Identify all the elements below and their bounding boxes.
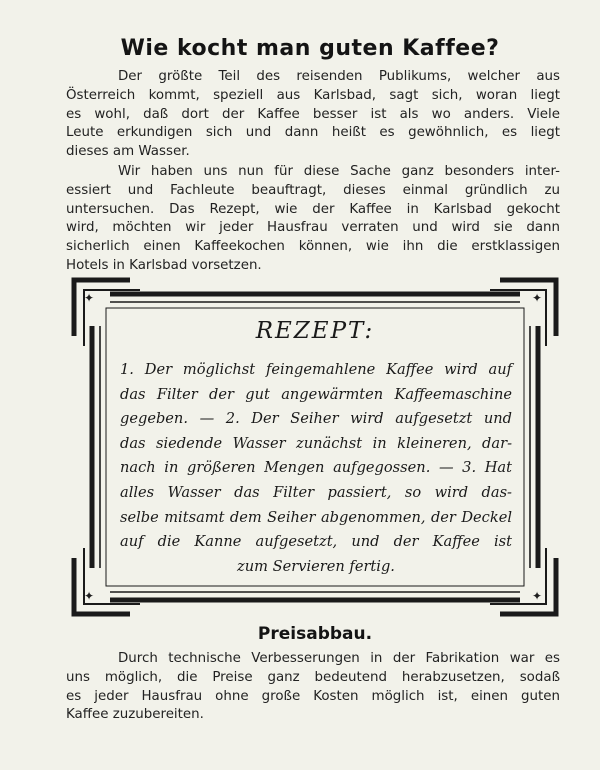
page-title: Wie kocht man guten Kaffee?: [120, 36, 500, 61]
text-line: es wohl, daß dort der Kaffee besser ist als wo anders. Viele: [66, 106, 560, 122]
recipe-heading: REZEPT:: [255, 318, 375, 344]
recipe-text: [120, 358, 512, 579]
text-line: Durch technische Verbesserungen in der Fabrikation war es: [118, 651, 560, 666]
recipe-line: das Filter der gut angewärmten Kaffeemaschine: [120, 385, 512, 403]
text-line: Der größte Teil des reisenden Publikums, welcher aus: [118, 69, 560, 84]
recipe-line: 1. Der möglichst feingemahlene Kaffee wird auf: [120, 361, 512, 378]
recipe-line: alles Wasser das Filter passiert, so wird das-: [120, 483, 512, 501]
star-ornament-icon: ✦: [84, 589, 95, 603]
star-ornament-icon: ✦: [532, 589, 543, 603]
recipe-line: zum Servieren fertig.: [237, 557, 395, 575]
section-heading: Preisabbau.: [257, 624, 373, 644]
text-line: sicherlich einen Kaffeekochen können, wie ihn die erstklassigen: [66, 239, 560, 255]
intro-paragraph-1: [66, 68, 560, 162]
recipe-line: nach in größeren Mengen aufgegossen. — 3. Hat: [120, 459, 512, 477]
recipe-line: das siedende Wasser zunächst in kleineren, dar-: [120, 434, 512, 452]
recipe-line: selbe mitsamt dem Seiher abgenommen, der Deckel: [120, 508, 512, 526]
text-line: uns möglich, die Preise ganz bedeutend herabzusetzen, sodaß: [66, 669, 560, 685]
closing-paragraph: [66, 650, 560, 725]
text-line: untersuchen. Das Rezept, wie der Kaffee in Karlsbad gekocht: [66, 201, 560, 217]
text-line: Hotels in Karlsbad vorsetzen.: [66, 257, 262, 273]
text-line: Kaffee zuzubereiten.: [66, 707, 204, 723]
text-line: Wir haben uns nun für diese Sache ganz besonders inter-: [118, 164, 560, 179]
text-line: wird, möchten wir jeder Hausfrau verraten und wird sie dann: [66, 220, 560, 236]
recipe-line: auf die Kanne aufgesetzt, und der Kaffee ist: [120, 533, 512, 551]
text-line: es jeder Hausfrau ohne große Kosten möglich ist, einen guten: [66, 688, 560, 704]
star-ornament-icon: ✦: [532, 291, 543, 305]
intro-paragraph-2: [66, 163, 560, 276]
star-ornament-icon: ✦: [84, 291, 95, 305]
recipe-line: gegeben. — 2. Der Seiher wird aufgesetzt und: [120, 410, 512, 428]
text-line: Leute erkundigen sich und dann heißt es gewöhnlich, es liegt: [66, 125, 560, 141]
text-line: dieses am Wasser.: [66, 144, 190, 160]
text-line: essiert und Fachleute beauftragt, dieses einmal gründlich zu: [66, 182, 560, 198]
text-line: Österreich kommt, speziell aus Karlsbad, sagt sich, woran liegt: [66, 87, 560, 103]
